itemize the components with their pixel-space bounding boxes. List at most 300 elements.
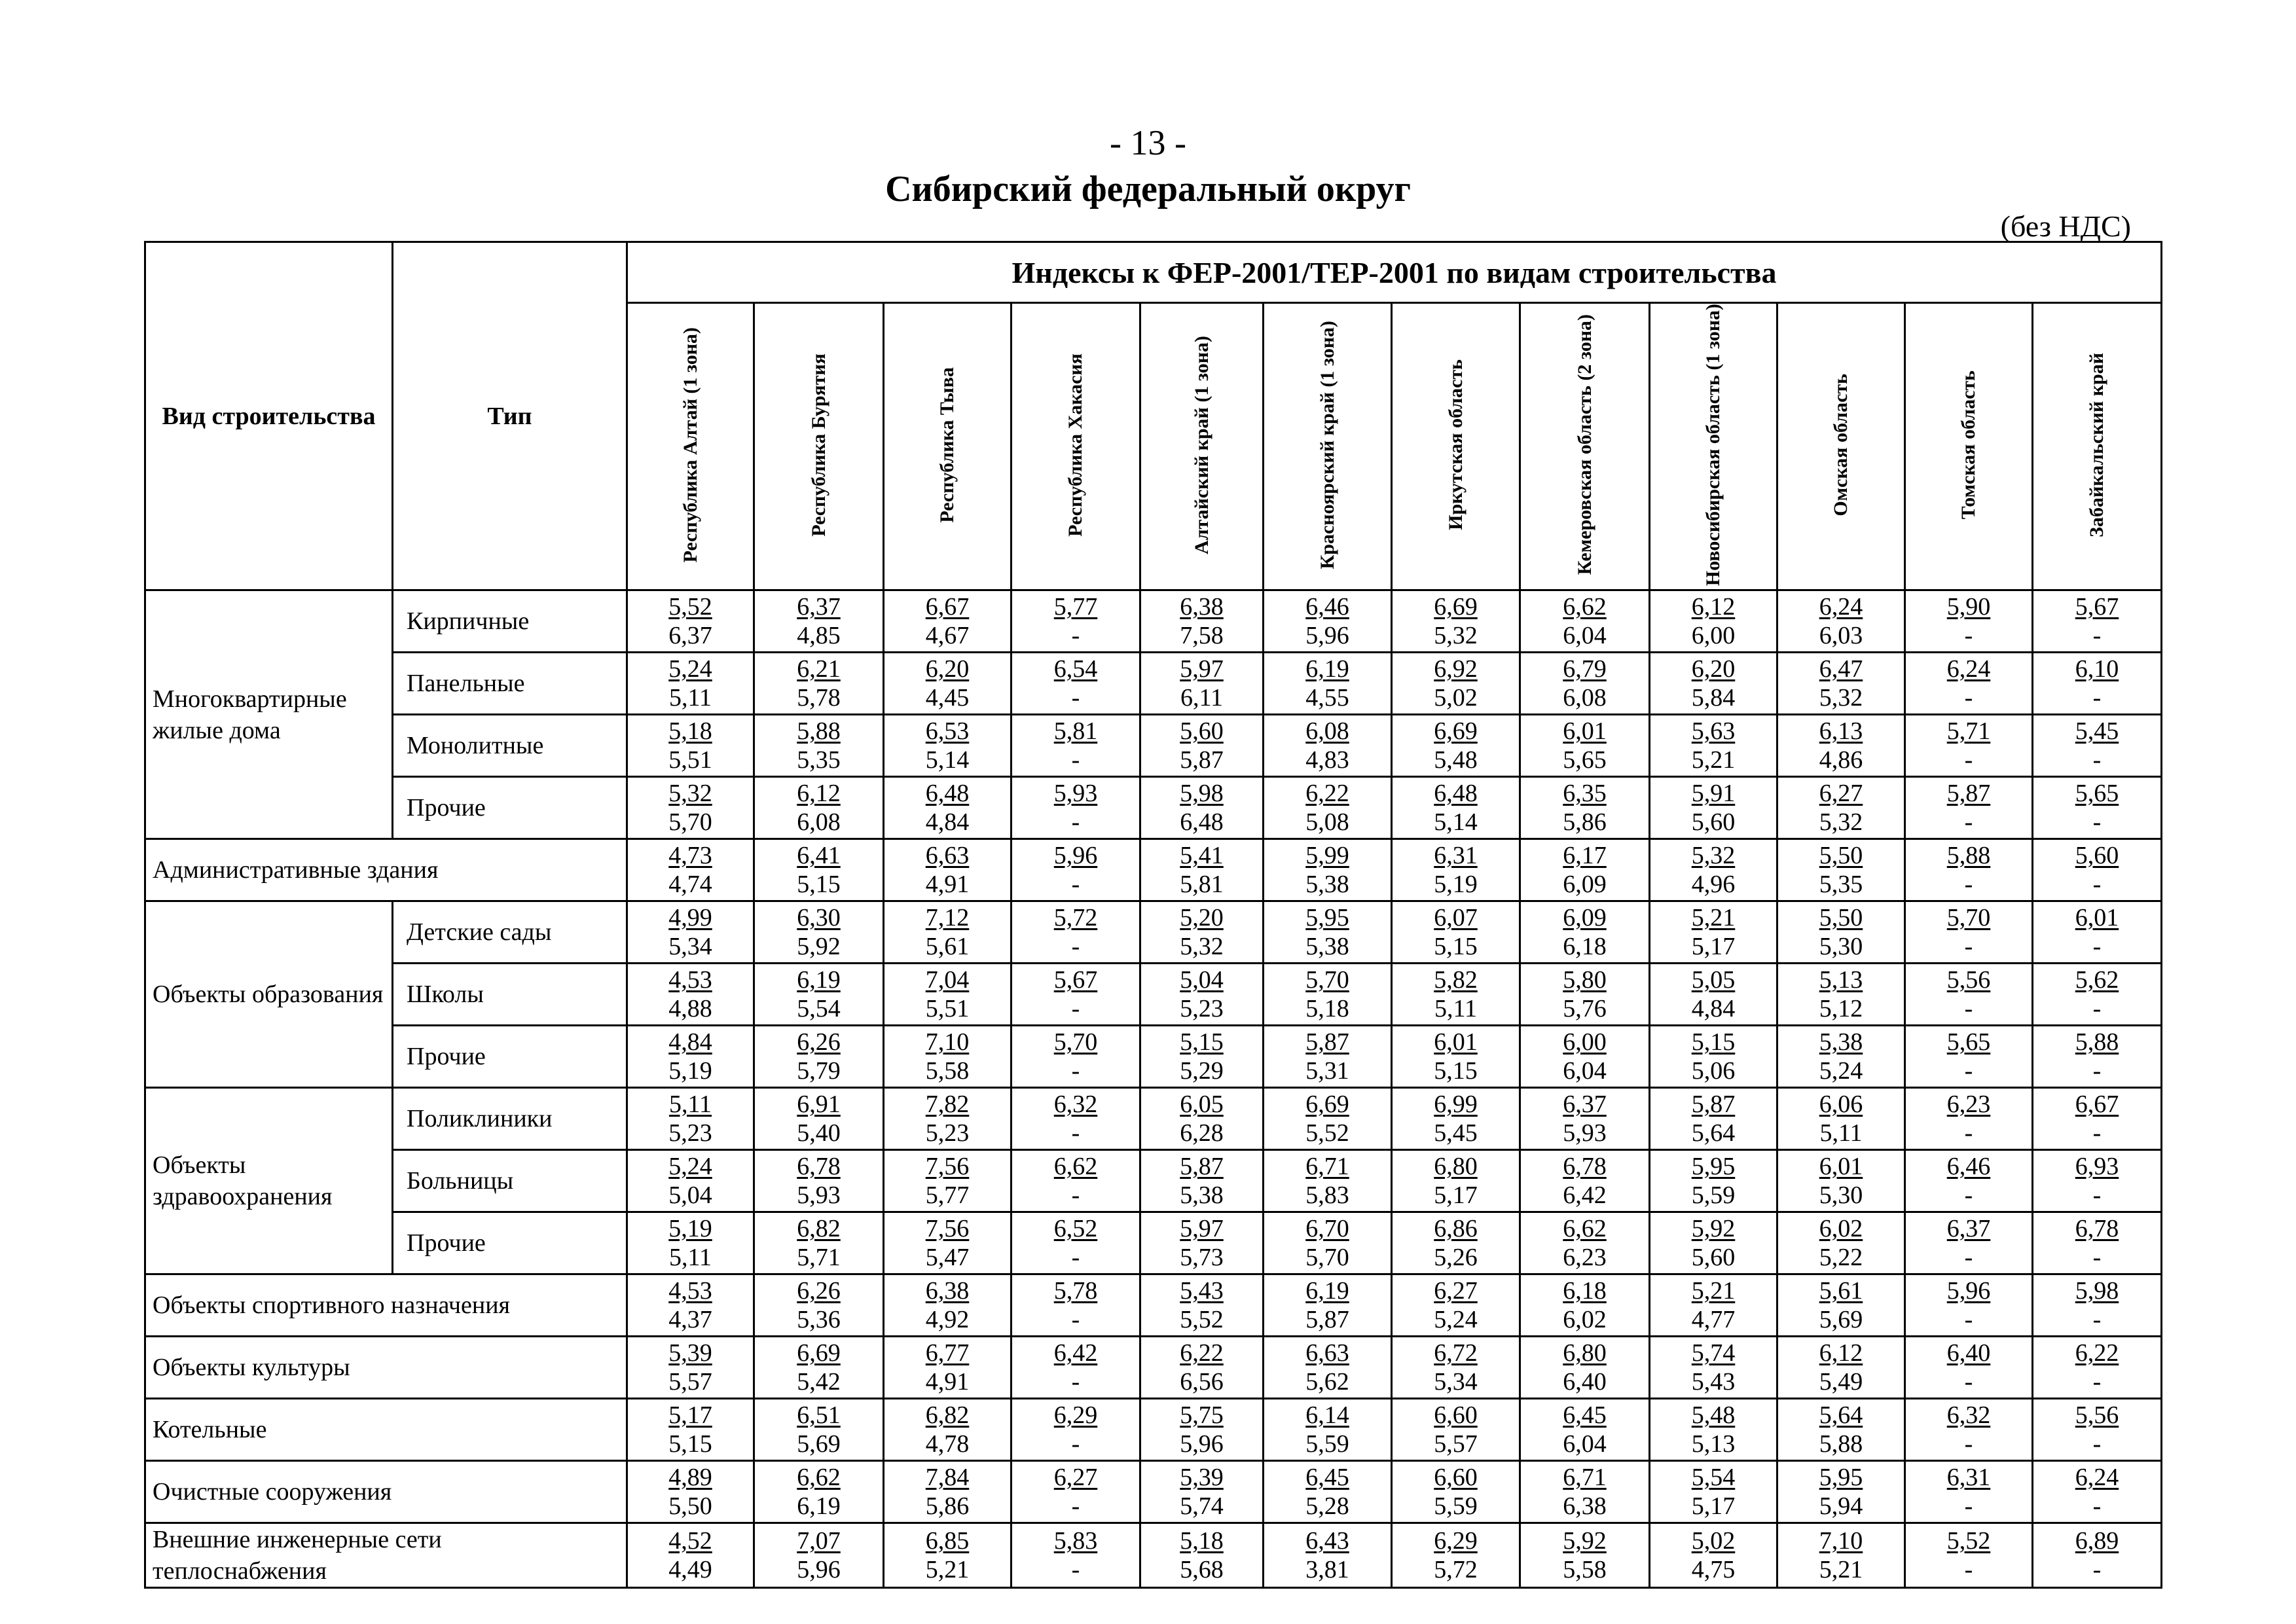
- index-cell: [1777, 1461, 1905, 1523]
- index-value-top: 6,30: [797, 904, 841, 932]
- index-cell: [884, 1212, 1011, 1274]
- index-value-bottom: 4,92: [925, 1306, 970, 1334]
- index-value-bottom: 5,86: [925, 1492, 970, 1521]
- index-value-top: 4,84: [668, 1028, 712, 1056]
- region-header: [2033, 303, 2162, 590]
- type-label: Прочие: [393, 777, 627, 839]
- index-cell: [1520, 777, 1650, 839]
- index-value-bottom: 6,03: [1819, 622, 1863, 650]
- index-value-bottom: 5,60: [1691, 808, 1736, 837]
- index-cell: [1520, 1150, 1650, 1212]
- index-cell: [2033, 1274, 2162, 1337]
- index-cell: [627, 964, 754, 1026]
- index-value-top: 6,18: [1563, 1277, 1607, 1305]
- index-value-bottom: 5,60: [1691, 1244, 1736, 1272]
- index-cell: [1777, 777, 1905, 839]
- index-value-top: 5,65: [1946, 1028, 1991, 1056]
- index-value-bottom: 4,83: [1305, 746, 1349, 774]
- index-value-top: 6,20: [925, 655, 970, 683]
- index-cell: [1140, 1523, 1264, 1588]
- index-value-top: 5,82: [1434, 966, 1478, 994]
- index-value-bottom: 4,37: [668, 1306, 712, 1334]
- index-value-top: 5,52: [668, 593, 712, 621]
- index-value-top: 5,21: [1691, 1277, 1736, 1305]
- index-cell: [884, 1399, 1011, 1461]
- index-cell: [1520, 590, 1650, 653]
- index-value-bottom: -: [2092, 871, 2102, 899]
- index-value-bottom: 5,79: [797, 1057, 841, 1085]
- index-cell: [627, 1399, 754, 1461]
- index-cell: [1650, 1399, 1777, 1461]
- index-value-top: 5,60: [1180, 717, 1224, 746]
- index-cell: [1520, 1337, 1650, 1399]
- index-value-top: 6,06: [1819, 1091, 1863, 1119]
- region-header-label: Республика Бурятия: [807, 353, 829, 537]
- index-cell: [884, 653, 1011, 715]
- index-value-bottom: -: [2092, 1182, 2102, 1210]
- index-value-bottom: 5,17: [1691, 1492, 1736, 1521]
- index-value-bottom: 5,24: [1819, 1057, 1863, 1085]
- index-value-bottom: 5,93: [797, 1182, 841, 1210]
- index-value-bottom: 5,59: [1691, 1182, 1736, 1210]
- index-cell: [754, 1523, 884, 1588]
- index-value-bottom: 5,12: [1819, 995, 1863, 1023]
- index-value-top: 6,38: [1180, 593, 1224, 621]
- table-row: [145, 1212, 2162, 1274]
- index-cell: [1905, 777, 2033, 839]
- index-value-top: 5,92: [1691, 1215, 1736, 1243]
- index-value-top: 6,13: [1819, 717, 1863, 746]
- index-value-bottom: 4,96: [1691, 871, 1736, 899]
- index-value-top: 5,97: [1180, 1215, 1224, 1243]
- index-cell: [1520, 1274, 1650, 1337]
- index-value-bottom: 5,94: [1819, 1492, 1863, 1521]
- index-value-bottom: 5,38: [1305, 933, 1349, 961]
- index-value-top: 6,70: [1305, 1215, 1349, 1243]
- index-value-top: 5,72: [1053, 904, 1098, 932]
- region-header-label: Алтайский край (1 зона): [1190, 335, 1212, 554]
- index-value-top: 6,37: [1563, 1091, 1607, 1119]
- index-value-bottom: 7,58: [1180, 622, 1224, 650]
- index-value-bottom: -: [2092, 1306, 2102, 1334]
- index-cell: [1264, 590, 1392, 653]
- index-cell: [1905, 653, 2033, 715]
- index-value-top: 6,71: [1305, 1153, 1349, 1181]
- index-value-top: 5,43: [1180, 1277, 1224, 1305]
- index-cell: [1777, 1026, 1905, 1088]
- index-value-bottom: 5,26: [1434, 1244, 1478, 1272]
- index-value-top: 5,87: [1946, 780, 1991, 808]
- index-cell: [1777, 1523, 1905, 1588]
- index-cell: [1392, 901, 1520, 964]
- index-cell: [627, 653, 754, 715]
- page-number: - 13 -: [1110, 123, 1186, 162]
- index-value-bottom: 5,92: [797, 933, 841, 961]
- index-value-top: 5,50: [1819, 842, 1863, 870]
- index-cell: [1650, 1274, 1777, 1337]
- index-value-bottom: 4,91: [925, 1368, 970, 1396]
- index-value-bottom: 5,31: [1305, 1057, 1349, 1085]
- index-value-bottom: 4,84: [925, 808, 970, 837]
- index-value-bottom: 5,32: [1819, 684, 1863, 712]
- index-value-bottom: 6,02: [1563, 1306, 1607, 1334]
- region-header: [1140, 303, 1264, 590]
- index-cell: [1520, 901, 1650, 964]
- index-cell: [1264, 777, 1392, 839]
- index-cell: [1264, 1523, 1392, 1588]
- index-value-bottom: 6,23: [1563, 1244, 1607, 1272]
- index-value-top: 6,93: [2075, 1153, 2119, 1181]
- index-cell: [1905, 1212, 2033, 1274]
- index-value-top: 6,31: [1946, 1464, 1991, 1492]
- index-value-top: 7,10: [925, 1028, 970, 1056]
- index-cell: [1520, 653, 1650, 715]
- index-value-top: 7,07: [797, 1527, 841, 1555]
- index-value-bottom: 5,65: [1563, 746, 1607, 774]
- index-cell: [1905, 715, 2033, 777]
- table-row: [145, 777, 2162, 839]
- index-value-bottom: 5,15: [1434, 1057, 1478, 1085]
- index-value-top: 6,82: [797, 1215, 841, 1243]
- index-value-bottom: -: [2092, 995, 2102, 1023]
- index-cell: [754, 1150, 884, 1212]
- index-value-top: 6,63: [925, 842, 970, 870]
- index-value-bottom: 5,73: [1180, 1244, 1224, 1272]
- index-cell: [1777, 1337, 1905, 1399]
- index-value-bottom: 5,19: [668, 1057, 712, 1085]
- index-cell: [1520, 1212, 1650, 1274]
- index-value-bottom: 5,21: [925, 1556, 970, 1584]
- index-value-bottom: 5,93: [1563, 1119, 1607, 1147]
- index-cell: [1392, 1274, 1520, 1337]
- index-value-top: 5,18: [668, 717, 712, 746]
- index-cell: [1777, 653, 1905, 715]
- index-cell: [1392, 1399, 1520, 1461]
- index-cell: [754, 715, 884, 777]
- index-value-top: 5,70: [1305, 966, 1349, 994]
- index-cell: [1905, 1150, 2033, 1212]
- index-value-bottom: 5,69: [797, 1430, 841, 1458]
- index-cell: [2033, 1399, 2162, 1461]
- index-value-bottom: -: [1964, 1556, 1973, 1584]
- index-value-top: 5,75: [1180, 1401, 1224, 1430]
- region-header: [1264, 303, 1392, 590]
- index-value-bottom: 4,67: [925, 622, 970, 650]
- index-value-bottom: 5,49: [1819, 1368, 1863, 1396]
- index-value-top: 6,80: [1434, 1153, 1478, 1181]
- index-value-bottom: 5,77: [925, 1182, 970, 1210]
- index-cell: [1392, 1026, 1520, 1088]
- index-value-bottom: -: [2092, 622, 2102, 650]
- index-value-bottom: 5,28: [1305, 1492, 1349, 1521]
- index-value-bottom: 5,42: [797, 1368, 841, 1396]
- index-cell: [1777, 901, 1905, 964]
- index-value-top: 5,41: [1180, 842, 1224, 870]
- index-value-top: 5,96: [1946, 1277, 1991, 1305]
- index-value-top: 5,88: [797, 717, 841, 746]
- index-value-bottom: 6,04: [1563, 1430, 1607, 1458]
- index-value-top: 5,24: [668, 1153, 712, 1181]
- group-label: Очистные сооружения: [145, 1461, 627, 1523]
- index-value-top: 5,95: [1819, 1464, 1863, 1492]
- index-value-bottom: 5,06: [1691, 1057, 1736, 1085]
- index-cell: [1905, 1088, 2033, 1150]
- index-value-top: 5,15: [1180, 1028, 1224, 1056]
- header-main: Индексы к ФЕР-2001/ТЕР-2001 по видам строительства: [627, 242, 2162, 303]
- index-cell: [1140, 1212, 1264, 1274]
- index-value-top: 6,71: [1563, 1464, 1607, 1492]
- index-value-top: 5,87: [1691, 1091, 1736, 1119]
- index-value-top: 6,69: [1305, 1091, 1349, 1119]
- index-value-bottom: -: [1071, 1057, 1080, 1085]
- index-cell: [627, 1461, 754, 1523]
- index-cell: [1392, 964, 1520, 1026]
- index-value-top: 5,92: [1563, 1527, 1607, 1555]
- index-cell: [1777, 1150, 1905, 1212]
- index-value-bottom: -: [2092, 933, 2102, 961]
- index-value-top: 5,48: [1691, 1401, 1736, 1430]
- index-value-top: 5,24: [668, 655, 712, 683]
- index-cell: [1650, 1212, 1777, 1274]
- index-value-top: 5,39: [1180, 1464, 1224, 1492]
- index-value-bottom: 4,77: [1691, 1306, 1736, 1334]
- index-value-bottom: -: [2092, 1057, 2102, 1085]
- index-value-top: 6,01: [1434, 1028, 1478, 1056]
- index-value-top: 6,32: [1053, 1091, 1098, 1119]
- index-value-top: 6,48: [925, 780, 970, 808]
- index-value-bottom: -: [1071, 995, 1080, 1023]
- index-value-top: 6,12: [1819, 1339, 1863, 1367]
- index-cell: [754, 590, 884, 653]
- index-value-top: 6,29: [1434, 1527, 1478, 1555]
- index-value-top: 5,21: [1691, 904, 1736, 932]
- index-value-bottom: 4,45: [925, 684, 970, 712]
- index-value-top: 4,52: [668, 1527, 712, 1555]
- index-value-bottom: -: [1964, 1057, 1973, 1085]
- index-value-top: 6,38: [925, 1277, 970, 1305]
- index-value-top: 5,32: [668, 780, 712, 808]
- index-value-top: 5,96: [1053, 842, 1098, 870]
- index-value-top: 6,91: [797, 1091, 841, 1119]
- index-value-bottom: 5,29: [1180, 1057, 1224, 1085]
- index-cell: [1650, 715, 1777, 777]
- index-value-bottom: 5,70: [1305, 1244, 1349, 1272]
- index-value-bottom: 4,86: [1819, 746, 1863, 774]
- index-cell: [1905, 964, 2033, 1026]
- index-value-top: 6,22: [1305, 780, 1349, 808]
- index-cell: [627, 1026, 754, 1088]
- index-value-bottom: 5,64: [1691, 1119, 1736, 1147]
- index-value-top: 6,19: [1305, 655, 1349, 683]
- index-cell: [1520, 1026, 1650, 1088]
- index-value-top: 6,41: [797, 842, 841, 870]
- table-row: [145, 1399, 2162, 1461]
- group-label: Объекты образования: [145, 901, 393, 1088]
- index-value-bottom: 5,88: [1819, 1430, 1863, 1458]
- index-value-bottom: -: [1071, 933, 1080, 961]
- index-cell: [1777, 839, 1905, 901]
- index-value-top: 6,99: [1434, 1091, 1478, 1119]
- index-cell: [1777, 964, 1905, 1026]
- type-label: Прочие: [393, 1026, 627, 1088]
- index-value-top: 6,40: [1946, 1339, 1991, 1367]
- index-value-bottom: -: [1964, 684, 1973, 712]
- index-value-bottom: 5,02: [1434, 684, 1478, 712]
- index-value-top: 4,53: [668, 1277, 712, 1305]
- index-cell: [1650, 653, 1777, 715]
- index-value-top: 6,42: [1053, 1339, 1098, 1367]
- index-cell: [1905, 839, 2033, 901]
- index-value-bottom: 5,59: [1305, 1430, 1349, 1458]
- index-value-top: 6,07: [1434, 904, 1478, 932]
- group-label: Котельные: [145, 1399, 627, 1461]
- index-value-top: 6,47: [1819, 655, 1863, 683]
- table-row: [145, 1337, 2162, 1399]
- index-cell: [1520, 1088, 1650, 1150]
- index-cell: [1011, 1337, 1140, 1399]
- index-value-bottom: 6,08: [797, 808, 841, 837]
- index-value-bottom: 5,51: [925, 995, 970, 1023]
- index-cell: [1392, 839, 1520, 901]
- index-cell: [754, 1461, 884, 1523]
- group-label: Внешние инженерные сети теплоснабжения: [145, 1523, 627, 1588]
- vat-note: (без НДС): [2000, 209, 2131, 243]
- index-value-top: 5,91: [1691, 780, 1736, 808]
- index-value-bottom: 5,45: [1434, 1119, 1478, 1147]
- index-cell: [754, 1026, 884, 1088]
- type-label: Детские сады: [393, 901, 627, 964]
- index-value-top: 6,37: [1946, 1215, 1991, 1243]
- index-cell: [1264, 901, 1392, 964]
- index-value-top: 6,27: [1053, 1464, 1098, 1492]
- index-value-bottom: 5,87: [1180, 746, 1224, 774]
- index-value-top: 6,22: [1180, 1339, 1224, 1367]
- index-value-bottom: 4,55: [1305, 684, 1349, 712]
- index-cell: [754, 1337, 884, 1399]
- index-cell: [1520, 715, 1650, 777]
- index-cell: [1140, 1461, 1264, 1523]
- index-value-bottom: 5,47: [925, 1244, 970, 1272]
- index-cell: [884, 1150, 1011, 1212]
- index-cell: [1905, 1026, 2033, 1088]
- index-value-bottom: 4,74: [668, 871, 712, 899]
- index-value-bottom: 5,21: [1819, 1556, 1863, 1584]
- index-cell: [1392, 1523, 1520, 1588]
- index-cell: [1650, 1337, 1777, 1399]
- index-cell: [754, 1088, 884, 1150]
- index-cell: [754, 653, 884, 715]
- region-header-label: Забайкальский край: [2086, 352, 2107, 537]
- index-value-top: 5,54: [1691, 1464, 1736, 1492]
- index-value-bottom: 6,04: [1563, 1057, 1607, 1085]
- index-value-bottom: 5,70: [668, 808, 712, 837]
- index-value-top: 7,82: [925, 1091, 970, 1119]
- index-value-bottom: 5,14: [925, 746, 970, 774]
- index-cell: [884, 1088, 1011, 1150]
- index-value-bottom: -: [2092, 1430, 2102, 1458]
- index-cell: [1140, 839, 1264, 901]
- index-value-bottom: 5,83: [1305, 1182, 1349, 1210]
- index-value-top: 6,27: [1819, 780, 1863, 808]
- index-cell: [754, 1399, 884, 1461]
- index-value-bottom: -: [2092, 1556, 2102, 1584]
- index-value-bottom: 5,84: [1691, 684, 1736, 712]
- index-cell: [1264, 964, 1392, 1026]
- index-value-top: 5,97: [1180, 655, 1224, 683]
- region-header-label: Новосибирская область (1 зона): [1702, 304, 1724, 586]
- index-value-top: 5,99: [1305, 842, 1349, 870]
- index-value-bottom: -: [1071, 1182, 1080, 1210]
- index-value-bottom: -: [1071, 808, 1080, 837]
- index-value-top: 6,52: [1053, 1215, 1098, 1243]
- region-header-label: Республика Хакасия: [1065, 353, 1086, 537]
- index-value-top: 5,81: [1053, 717, 1098, 746]
- index-cell: [1140, 590, 1264, 653]
- index-value-bottom: 5,52: [1305, 1119, 1349, 1147]
- index-value-top: 6,69: [797, 1339, 841, 1367]
- index-value-bottom: -: [1964, 1119, 1973, 1147]
- index-value-bottom: 4,88: [668, 995, 712, 1023]
- index-value-top: 5,95: [1305, 904, 1349, 932]
- index-cell: [1140, 1088, 1264, 1150]
- index-value-bottom: 5,32: [1819, 808, 1863, 837]
- index-value-top: 7,12: [925, 904, 970, 932]
- index-value-bottom: 5,35: [1819, 871, 1863, 899]
- index-value-top: 6,79: [1563, 655, 1607, 683]
- index-cell: [1011, 1150, 1140, 1212]
- index-value-bottom: -: [1071, 1368, 1080, 1396]
- region-header: [1392, 303, 1520, 590]
- index-value-bottom: 5,86: [1563, 808, 1607, 837]
- index-cell: [1140, 1150, 1264, 1212]
- index-value-top: 7,56: [925, 1153, 970, 1181]
- index-value-bottom: 5,11: [1819, 1119, 1863, 1147]
- region-header-label: Иркутская область: [1444, 359, 1467, 531]
- index-value-bottom: 5,17: [1691, 933, 1736, 961]
- index-value-bottom: 5,11: [668, 684, 712, 712]
- index-value-top: 5,98: [2075, 1277, 2119, 1305]
- index-cell: [1011, 1026, 1140, 1088]
- group-label: Объекты здравоохранения: [145, 1088, 393, 1274]
- index-value-bottom: -: [1964, 933, 1973, 961]
- index-value-top: 6,26: [797, 1277, 841, 1305]
- index-value-top: 5,63: [1691, 717, 1736, 746]
- index-value-top: 5,19: [668, 1215, 712, 1243]
- index-cell: [627, 1088, 754, 1150]
- index-value-top: 6,26: [797, 1028, 841, 1056]
- index-cell: [2033, 1088, 2162, 1150]
- index-value-bottom: -: [1964, 1430, 1973, 1458]
- index-value-bottom: 5,68: [1180, 1556, 1224, 1584]
- index-cell: [1011, 964, 1140, 1026]
- index-cell: [1650, 964, 1777, 1026]
- index-cell: [1264, 1088, 1392, 1150]
- index-value-top: 5,05: [1691, 966, 1736, 994]
- index-value-bottom: -: [1071, 746, 1080, 774]
- index-value-bottom: 6,19: [797, 1492, 841, 1521]
- index-cell: [1650, 1150, 1777, 1212]
- index-cell: [627, 901, 754, 964]
- index-cell: [1392, 1088, 1520, 1150]
- index-value-top: 5,02: [1691, 1527, 1736, 1555]
- index-value-bottom: 5,19: [1434, 871, 1478, 899]
- index-value-bottom: 5,58: [1563, 1556, 1607, 1584]
- header-tip: Тип: [393, 242, 627, 590]
- index-table: [144, 241, 2162, 1589]
- type-label: Панельные: [393, 653, 627, 715]
- index-value-top: 5,70: [1053, 1028, 1098, 1056]
- index-value-top: 6,62: [1053, 1153, 1098, 1181]
